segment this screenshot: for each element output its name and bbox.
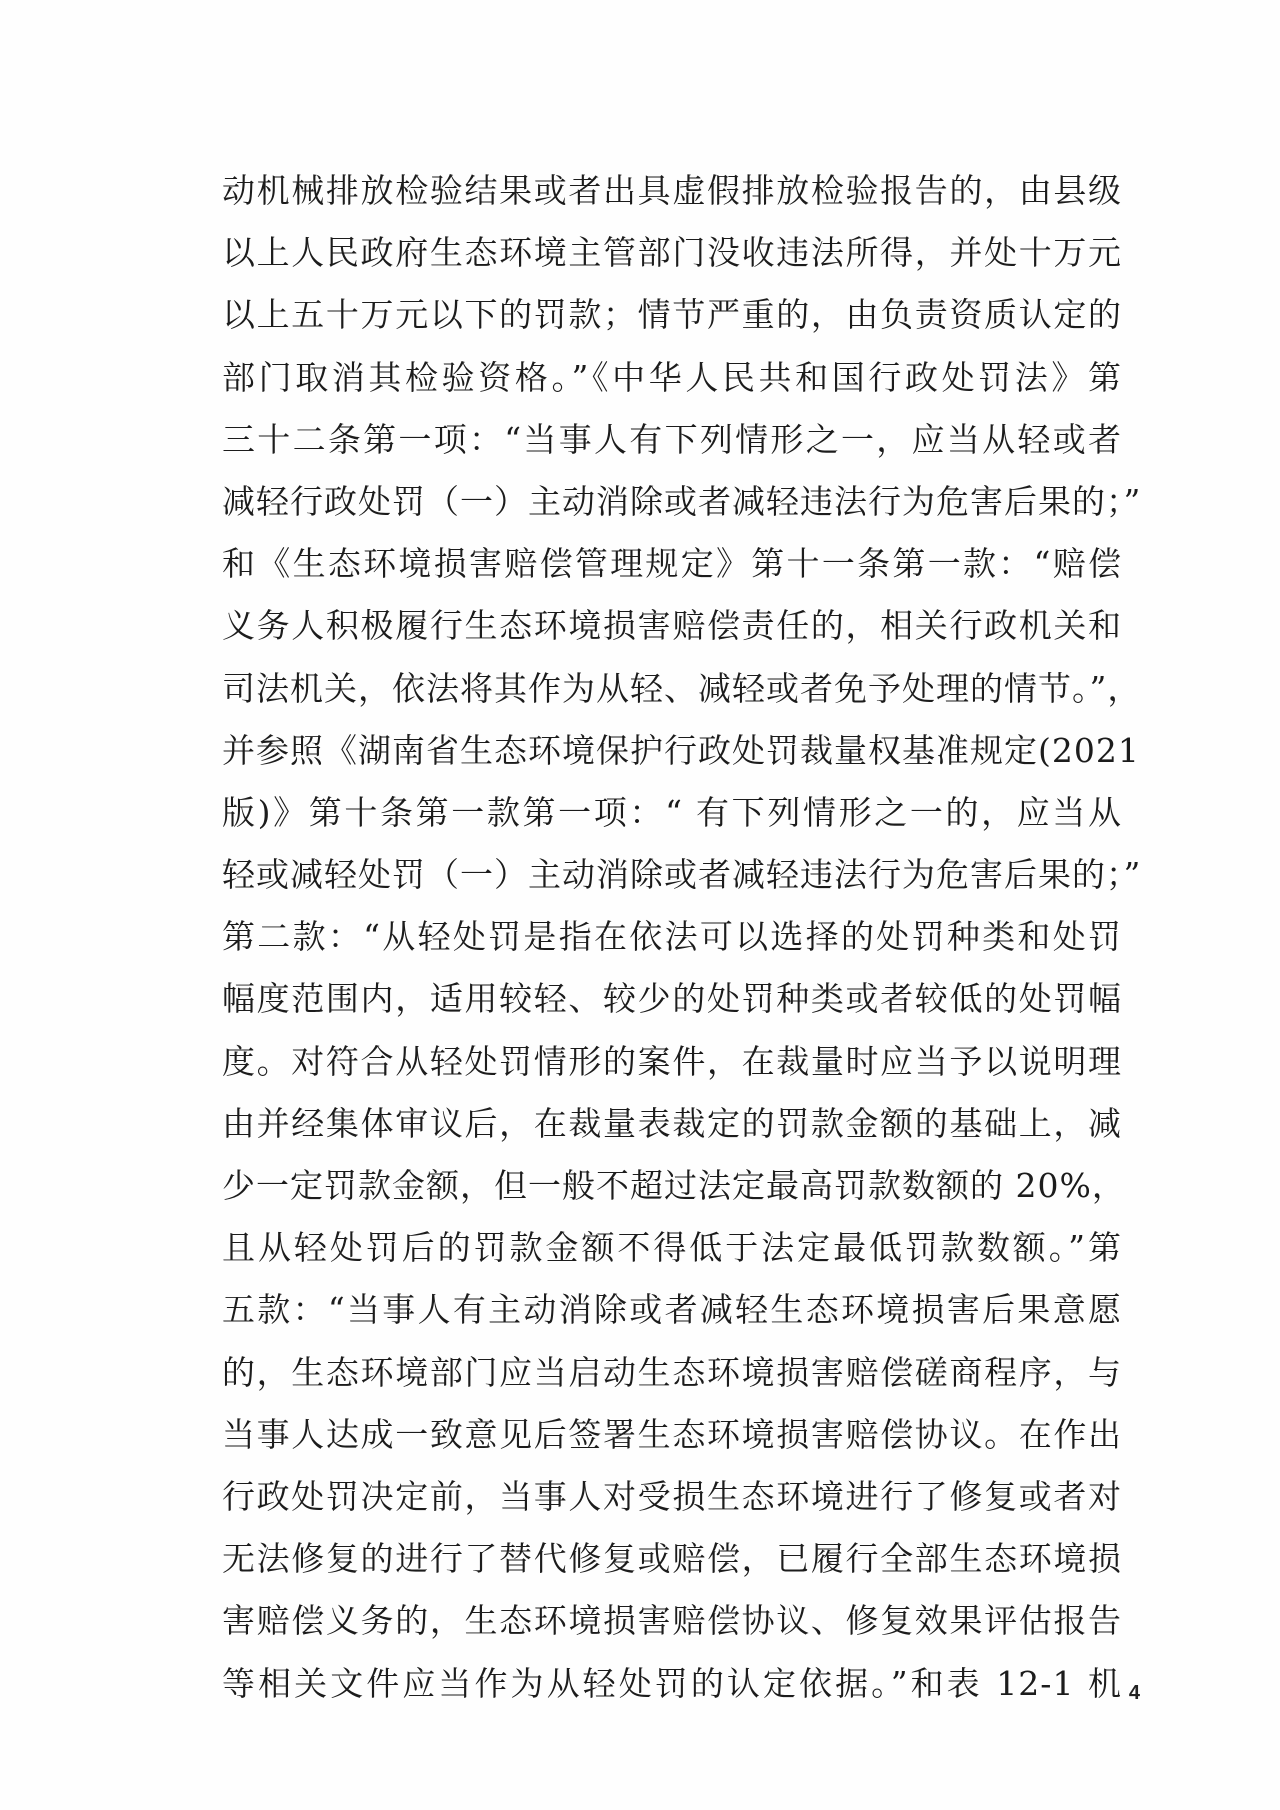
- text-line: 轻或减轻处罚（一）主动消除或者减轻违法行为危害后果的；”: [222, 855, 1142, 895]
- text-line: 和《生态环境损害赔偿管理规定》第十一条第一款：“赔偿: [222, 544, 1122, 584]
- page-number: 4: [1128, 1682, 1140, 1704]
- text-line: 行政处罚决定前，当事人对受损生态环境进行了修复或者对: [222, 1476, 1122, 1516]
- text-line: 三十二条第一项：“当事人有下列情形之一，应当从轻或者: [222, 419, 1122, 459]
- text-line: 以上人民政府生态环境主管部门没收违法所得，并处十万元: [222, 233, 1122, 273]
- text-line: 无法修复的进行了替代修复或赔偿，已履行全部生态环境损: [222, 1539, 1122, 1579]
- body-text: [222, 160, 1142, 1715]
- text-line: 第二款：“从轻处罚是指在依法可以选择的处罚种类和处罚: [222, 917, 1122, 957]
- text-line: 减轻行政处罚（一）主动消除或者减轻违法行为危害后果的；”: [222, 481, 1142, 521]
- text-line: 等相关文件应当作为从轻处罚的认定依据。”和表 12-1 机: [222, 1663, 1122, 1703]
- text-line: 害赔偿义务的，生态环境损害赔偿协议、修复效果评估报告: [222, 1601, 1122, 1641]
- text-line: 并参照《湖南省生态环境保护行政处罚裁量权基准规定(2021: [222, 730, 1140, 770]
- text-line: 由并经集体审议后，在裁量表裁定的罚款金额的基础上，减: [222, 1103, 1122, 1143]
- text-line: 义务人积极履行生态环境损害赔偿责任的，相关行政机关和: [222, 606, 1122, 646]
- text-line: 动机械排放检验结果或者出具虚假排放检验报告的，由县级: [222, 171, 1122, 210]
- text-line: 司法机关，依法将其作为从轻、减轻或者免予处理的情节。”，: [222, 668, 1142, 708]
- text-line: 且从轻处罚后的罚款金额不得低于法定最低罚款数额。”第: [222, 1228, 1122, 1268]
- text-line: 部门取消其检验资格。”《中华人民共和国行政处罚法》第: [222, 357, 1122, 397]
- text-line: 的，生态环境部门应当启动生态环境损害赔偿磋商程序，与: [222, 1352, 1122, 1392]
- text-line: 度。对符合从轻处罚情形的案件，在裁量时应当予以说明理: [222, 1041, 1122, 1081]
- text-line: 以上五十万元以下的罚款；情节严重的，由负责资质认定的: [222, 295, 1122, 335]
- text-line: 五款：“当事人有主动消除或者减轻生态环境损害后果意愿: [222, 1290, 1122, 1330]
- text-line: 当事人达成一致意见后签署生态环境损害赔偿协议。在作出: [222, 1414, 1122, 1454]
- text-line: 版)》第十条第一款第一项：“ 有下列情形之一的，应当从: [222, 792, 1122, 832]
- text-line: 少一定罚款金额，但一般不超过法定最高罚款数额的 20%，: [222, 1166, 1126, 1205]
- text-line: 幅度范围内，适用较轻、较少的处罚种类或者较低的处罚幅: [222, 979, 1122, 1019]
